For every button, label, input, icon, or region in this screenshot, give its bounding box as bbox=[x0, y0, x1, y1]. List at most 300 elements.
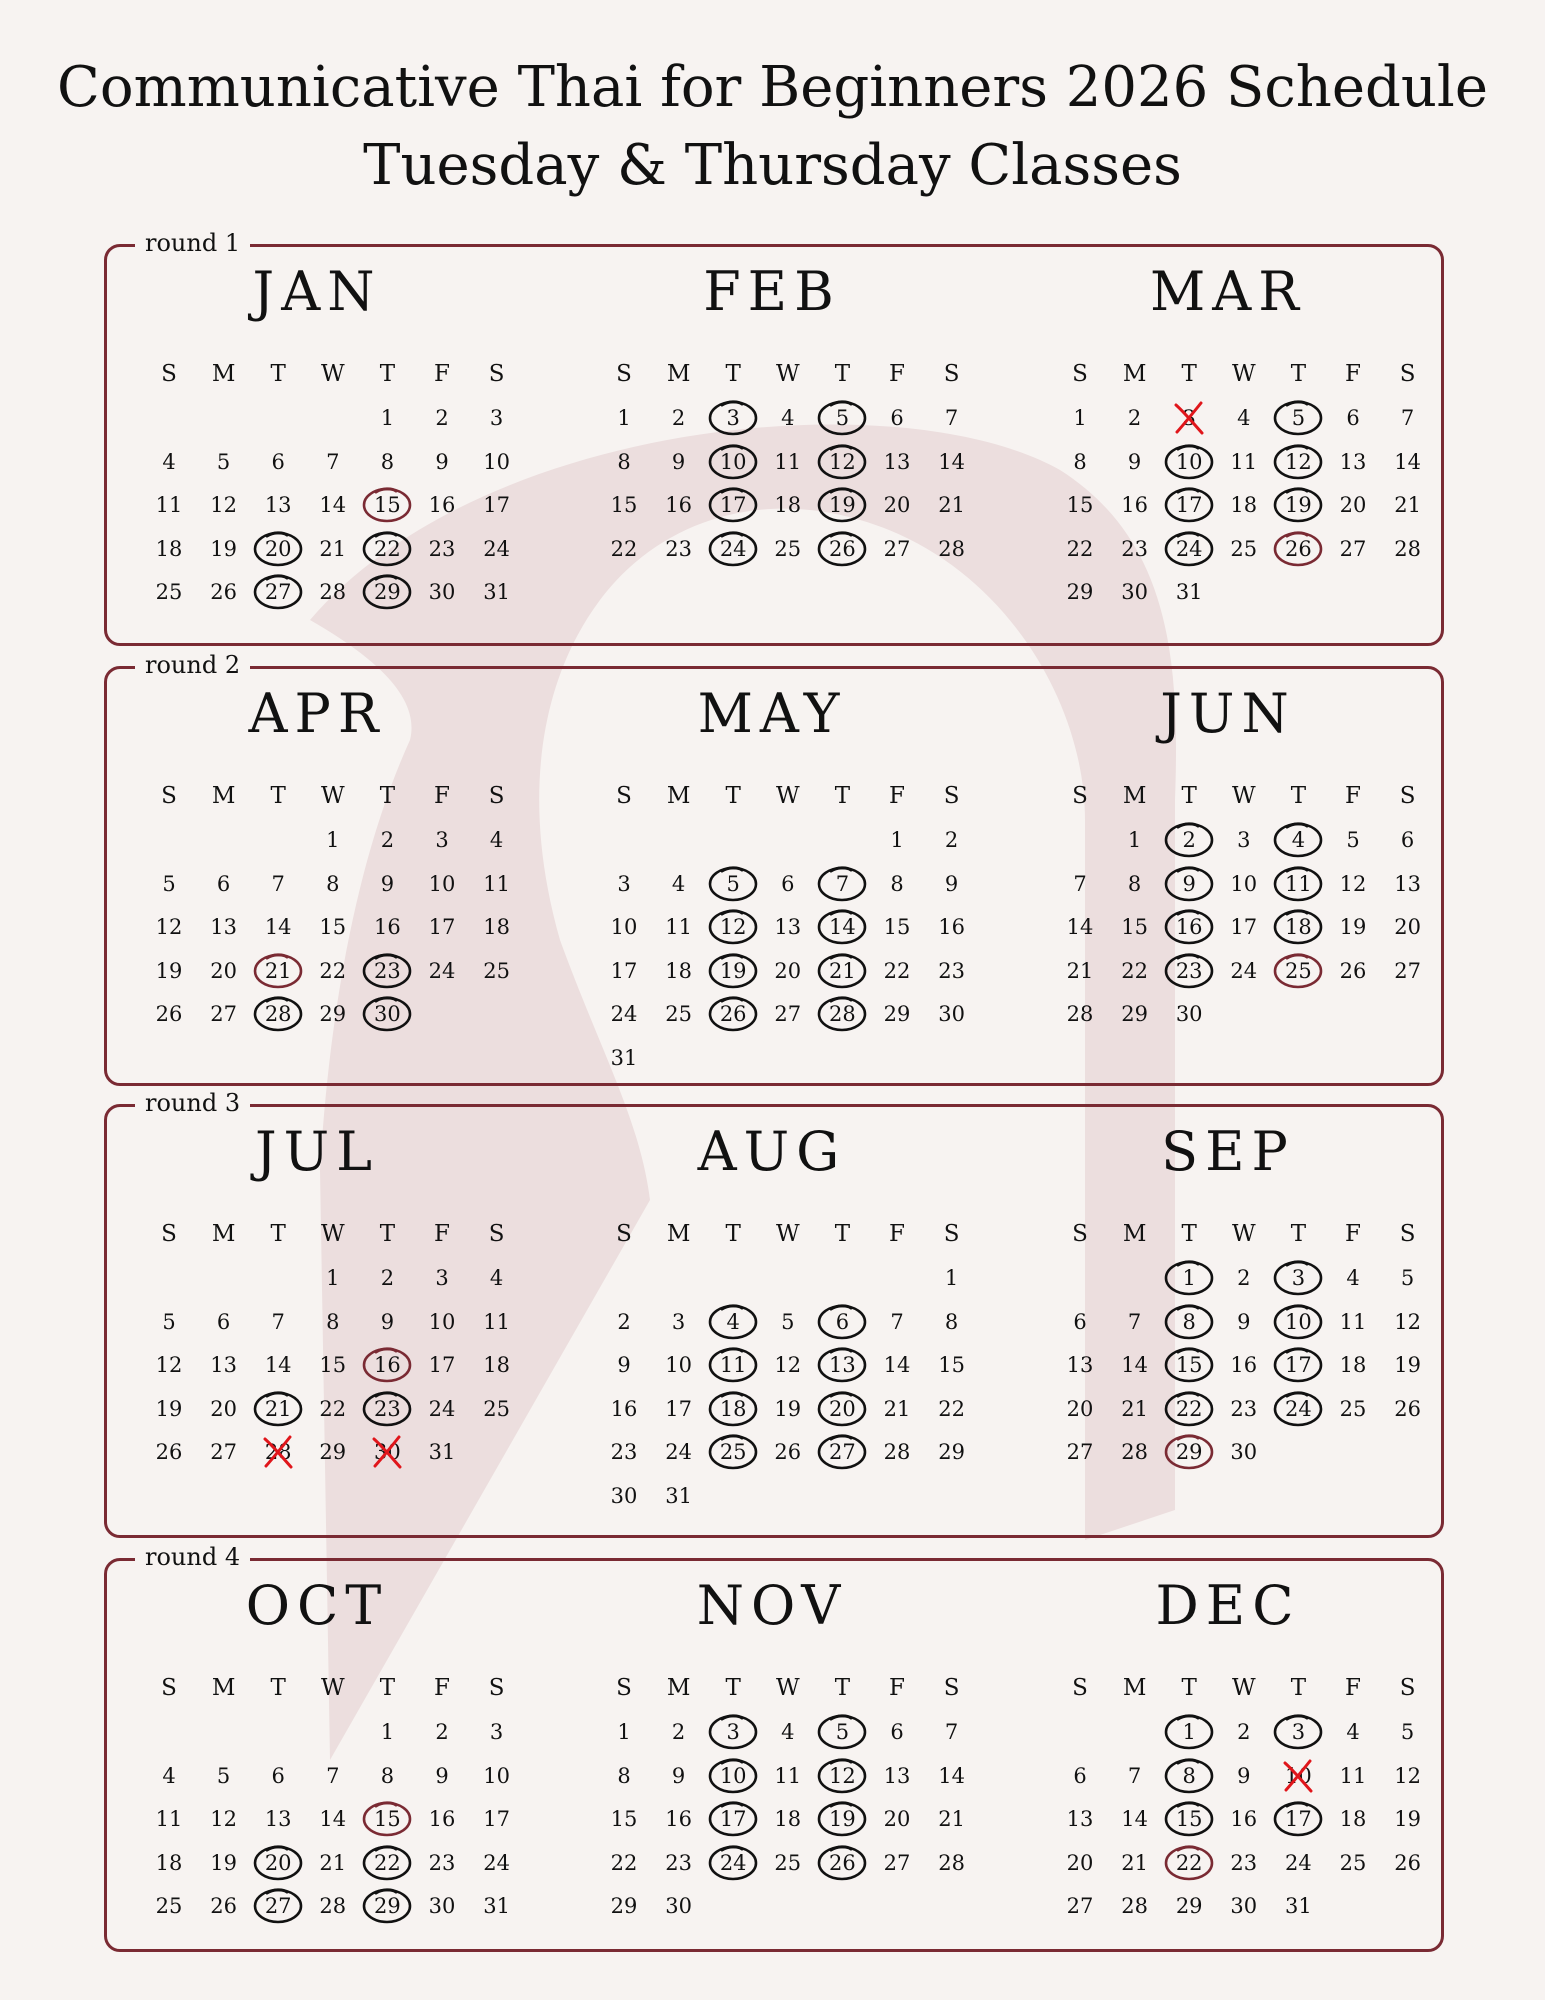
day-cell: 8 bbox=[1127, 871, 1142, 896]
weekday-header: T bbox=[1290, 783, 1307, 809]
weekday-header: T bbox=[725, 1675, 741, 1701]
weekday-header: S bbox=[1072, 1221, 1088, 1247]
weekday-header: S bbox=[1399, 1675, 1416, 1701]
class-day: 20 bbox=[251, 1848, 305, 1878]
day-cell: 24 bbox=[1230, 958, 1258, 983]
class-day: 15 bbox=[1162, 1804, 1216, 1834]
day-cell: 15 bbox=[938, 1353, 965, 1377]
day-cell: 3 bbox=[617, 871, 631, 896]
class-day: 8 bbox=[1162, 1761, 1216, 1791]
day-cell: 30 bbox=[1230, 1894, 1258, 1918]
day-cell: 17 bbox=[483, 1807, 510, 1831]
day-cell: 28 bbox=[938, 536, 965, 561]
day-cell: 14 bbox=[1394, 449, 1421, 474]
day-cell: 11 bbox=[774, 449, 802, 474]
weekday-header: T bbox=[725, 1221, 741, 1247]
day-cell: 29 bbox=[1066, 580, 1094, 604]
round-start-day: 21 bbox=[251, 956, 305, 986]
class-day: 15 bbox=[1162, 1350, 1216, 1380]
day-cell: 7 bbox=[890, 1309, 904, 1334]
weekday-header: W bbox=[1231, 1675, 1256, 1701]
day-cell: 7 bbox=[1073, 871, 1087, 896]
day-cell: 9 bbox=[435, 449, 449, 474]
day-cell: 24 bbox=[1285, 1850, 1312, 1875]
class-day: 24 bbox=[1162, 534, 1216, 564]
day-cell: 20 bbox=[1339, 493, 1367, 517]
day-cell: 25 bbox=[1339, 1850, 1367, 1875]
month-name: FEB bbox=[703, 260, 841, 323]
cancelled-day: 10 bbox=[1271, 1761, 1325, 1791]
day-cell: 1 bbox=[944, 1266, 959, 1290]
day-cell: 1 bbox=[1127, 828, 1142, 852]
class-day: 20 bbox=[815, 1394, 869, 1424]
day-cell: 18 bbox=[1339, 1353, 1367, 1377]
day-cell: 14 bbox=[264, 1353, 292, 1377]
weekday-header: M bbox=[211, 1221, 236, 1247]
day-cell: 18 bbox=[1230, 493, 1258, 517]
day-cell: 31 bbox=[483, 580, 510, 604]
class-day: 18 bbox=[706, 1394, 760, 1424]
day-cell: 29 bbox=[319, 1440, 347, 1464]
class-day: 19 bbox=[815, 490, 869, 520]
day-cell: 10 bbox=[1230, 871, 1258, 896]
class-day: 4 bbox=[706, 1307, 760, 1337]
day-cell: 29 bbox=[1121, 1002, 1148, 1026]
weekday-header: S bbox=[943, 783, 960, 809]
day-cell: 22 bbox=[610, 536, 638, 561]
day-cell: 4 bbox=[1346, 1720, 1360, 1744]
class-day: 22 bbox=[1162, 1394, 1216, 1424]
month-name: SEP bbox=[1161, 1120, 1295, 1183]
day-cell: 13 bbox=[210, 1353, 237, 1377]
day-cell: 5 bbox=[1346, 828, 1360, 852]
day-cell: 31 bbox=[610, 1045, 638, 1070]
class-day: 26 bbox=[815, 534, 869, 564]
day-cell: 30 bbox=[938, 1002, 965, 1026]
day-cell: 20 bbox=[210, 1396, 237, 1421]
day-cell: 16 bbox=[938, 915, 965, 939]
round-panel bbox=[104, 651, 1444, 1086]
day-cell: 7 bbox=[944, 1720, 959, 1744]
class-day: 21 bbox=[815, 956, 869, 986]
day-cell: 15 bbox=[883, 915, 911, 939]
day-cell: 13 bbox=[883, 1763, 911, 1788]
weekday-header: S bbox=[943, 1675, 960, 1701]
day-cell: 18 bbox=[665, 958, 692, 983]
day-cell: 17 bbox=[428, 1353, 456, 1377]
weekday-header: S bbox=[488, 1221, 505, 1247]
day-cell: 22 bbox=[319, 958, 347, 983]
day-cell: 25 bbox=[155, 580, 183, 604]
day-cell: 5 bbox=[162, 871, 176, 896]
day-cell: 3 bbox=[489, 1720, 504, 1744]
day-cell: 18 bbox=[774, 1807, 802, 1831]
day-cell: 27 bbox=[883, 1850, 911, 1875]
day-cell: 11 bbox=[1230, 449, 1258, 474]
class-day: 30 bbox=[360, 999, 414, 1029]
class-day: 24 bbox=[706, 534, 760, 564]
day-cell: 17 bbox=[665, 1396, 692, 1421]
weekday-header: S bbox=[1072, 361, 1088, 387]
day-cell: 13 bbox=[774, 915, 802, 939]
weekday-header: S bbox=[1072, 1675, 1088, 1701]
class-day: 25 bbox=[706, 1437, 760, 1467]
weekday-header: S bbox=[161, 783, 177, 809]
class-day: 11 bbox=[1271, 869, 1325, 899]
day-cell: 6 bbox=[216, 871, 231, 896]
class-day: 23 bbox=[360, 1394, 414, 1424]
day-cell: 30 bbox=[428, 580, 456, 604]
class-day: 20 bbox=[251, 534, 305, 564]
day-cell: 15 bbox=[610, 1807, 638, 1831]
day-cell: 28 bbox=[938, 1850, 965, 1875]
weekday-header: W bbox=[1231, 1221, 1256, 1247]
day-cell: 26 bbox=[774, 1440, 802, 1464]
weekday-header: T bbox=[1181, 1675, 1197, 1701]
day-cell: 8 bbox=[326, 1309, 340, 1334]
day-cell: 26 bbox=[155, 1440, 183, 1464]
day-cell: 17 bbox=[1230, 915, 1258, 939]
day-cell: 30 bbox=[665, 1894, 692, 1918]
weekday-header: S bbox=[161, 1221, 177, 1247]
class-day: 29 bbox=[360, 1891, 414, 1921]
month-name: OCT bbox=[245, 1574, 389, 1637]
day-cell: 23 bbox=[428, 1850, 456, 1875]
day-cell: 24 bbox=[428, 1396, 456, 1421]
class-day: 5 bbox=[815, 1717, 869, 1747]
day-cell: 6 bbox=[890, 1720, 904, 1744]
day-cell: 4 bbox=[1237, 406, 1251, 430]
weekday-header: S bbox=[943, 361, 960, 387]
day-cell: 1 bbox=[326, 828, 340, 852]
class-day: 18 bbox=[1271, 912, 1325, 942]
day-cell: 8 bbox=[326, 871, 340, 896]
weekday-header: T bbox=[834, 1675, 851, 1701]
class-day: 2 bbox=[1162, 825, 1216, 855]
class-day: 21 bbox=[251, 1394, 305, 1424]
weekday-header: F bbox=[434, 1221, 450, 1247]
weekday-header: M bbox=[666, 1675, 691, 1701]
day-cell: 7 bbox=[1400, 406, 1415, 430]
day-cell: 16 bbox=[428, 493, 456, 517]
day-cell: 30 bbox=[428, 1894, 456, 1918]
weekday-header: M bbox=[211, 361, 236, 387]
day-cell: 8 bbox=[1073, 449, 1087, 474]
day-cell: 21 bbox=[1394, 493, 1421, 517]
day-cell: 21 bbox=[1121, 1850, 1148, 1875]
month-name: JUN bbox=[1160, 682, 1296, 745]
day-cell: 11 bbox=[483, 1309, 510, 1334]
day-cell: 9 bbox=[944, 871, 959, 896]
day-cell: 19 bbox=[210, 1850, 237, 1875]
round-start-day: 22 bbox=[1162, 1848, 1216, 1878]
weekday-header: T bbox=[270, 1675, 286, 1701]
month-name: NOV bbox=[696, 1574, 848, 1637]
day-cell: 1 bbox=[890, 828, 904, 852]
weekday-header: M bbox=[211, 783, 236, 809]
day-cell: 28 bbox=[1394, 536, 1421, 561]
day-cell: 6 bbox=[1073, 1763, 1087, 1788]
weekday-header: S bbox=[161, 1675, 177, 1701]
weekday-header: S bbox=[1072, 783, 1088, 809]
weekday-header: S bbox=[943, 1221, 960, 1247]
weekday-header: F bbox=[889, 361, 905, 387]
weekday-header: M bbox=[1122, 1221, 1147, 1247]
class-day: 28 bbox=[251, 999, 305, 1029]
day-cell: 7 bbox=[271, 871, 285, 896]
day-cell: 30 bbox=[1230, 1440, 1258, 1464]
day-cell: 20 bbox=[883, 1807, 911, 1831]
day-cell: 8 bbox=[890, 871, 904, 896]
day-cell: 4 bbox=[489, 828, 504, 852]
class-day: 10 bbox=[1271, 1307, 1325, 1337]
day-cell: 10 bbox=[428, 1309, 456, 1334]
day-cell: 6 bbox=[1073, 1309, 1087, 1334]
weekday-header: S bbox=[161, 361, 177, 387]
class-day: 10 bbox=[706, 447, 760, 477]
day-cell: 23 bbox=[610, 1440, 638, 1464]
page-title: Communicative Thai for Beginners 2026 Schedule bbox=[57, 55, 1488, 120]
day-cell: 15 bbox=[319, 1353, 347, 1377]
weekday-header: W bbox=[320, 361, 345, 387]
day-cell: 5 bbox=[1400, 1266, 1415, 1290]
class-day: 4 bbox=[1271, 825, 1325, 855]
day-cell: 7 bbox=[326, 1763, 340, 1788]
day-cell: 21 bbox=[938, 493, 965, 517]
weekday-header: W bbox=[320, 783, 345, 809]
day-cell: 24 bbox=[665, 1440, 692, 1464]
day-cell: 17 bbox=[428, 915, 456, 939]
class-day: 22 bbox=[360, 1848, 414, 1878]
day-cell: 2 bbox=[380, 828, 395, 852]
class-day: 22 bbox=[360, 534, 414, 564]
class-day: 8 bbox=[1162, 1307, 1216, 1337]
class-day: 1 bbox=[1162, 1717, 1216, 1747]
day-cell: 22 bbox=[1066, 536, 1094, 561]
month-name: JUL bbox=[254, 1120, 380, 1183]
day-cell: 11 bbox=[155, 493, 183, 517]
class-day: 3 bbox=[706, 1717, 760, 1747]
round-panel bbox=[104, 1089, 1444, 1538]
day-cell: 14 bbox=[883, 1353, 911, 1377]
day-cell: 16 bbox=[1230, 1807, 1258, 1831]
day-cell: 13 bbox=[264, 493, 292, 517]
cancelled-day: 3 bbox=[1162, 403, 1216, 433]
day-cell: 26 bbox=[1394, 1396, 1421, 1421]
day-cell: 12 bbox=[155, 915, 183, 939]
day-cell: 10 bbox=[428, 871, 456, 896]
day-cell: 14 bbox=[1121, 1353, 1148, 1377]
day-cell: 6 bbox=[271, 449, 285, 474]
day-cell: 31 bbox=[665, 1483, 692, 1508]
day-cell: 31 bbox=[483, 1894, 510, 1918]
day-cell: 7 bbox=[944, 406, 959, 430]
weekday-header: F bbox=[434, 1675, 450, 1701]
day-cell: 27 bbox=[210, 1440, 237, 1464]
month-name: AUG bbox=[697, 1120, 847, 1183]
day-cell: 14 bbox=[264, 915, 292, 939]
day-cell: 8 bbox=[944, 1309, 959, 1334]
day-cell: 6 bbox=[271, 1763, 285, 1788]
day-cell: 5 bbox=[781, 1309, 795, 1334]
class-day: 17 bbox=[1162, 490, 1216, 520]
day-cell: 19 bbox=[774, 1396, 802, 1421]
day-cell: 12 bbox=[774, 1353, 802, 1377]
day-cell: 21 bbox=[1121, 1396, 1148, 1421]
day-cell: 21 bbox=[883, 1396, 911, 1421]
day-cell: 4 bbox=[781, 1720, 795, 1744]
day-cell: 23 bbox=[665, 536, 692, 561]
day-cell: 28 bbox=[1066, 1002, 1094, 1026]
day-cell: 27 bbox=[1339, 536, 1367, 561]
day-cell: 10 bbox=[483, 449, 510, 474]
day-cell: 18 bbox=[155, 536, 183, 561]
day-cell: 8 bbox=[617, 1763, 631, 1788]
day-cell: 3 bbox=[435, 828, 449, 852]
day-cell: 16 bbox=[610, 1396, 638, 1421]
day-cell: 28 bbox=[319, 1894, 347, 1918]
class-day: 23 bbox=[1162, 956, 1216, 986]
day-cell: 17 bbox=[610, 958, 638, 983]
round-start-day: 16 bbox=[360, 1350, 414, 1380]
weekday-header: T bbox=[1181, 361, 1197, 387]
day-cell: 31 bbox=[1175, 580, 1203, 604]
day-cell: 9 bbox=[380, 871, 395, 896]
day-cell: 6 bbox=[890, 406, 904, 430]
day-cell: 14 bbox=[319, 493, 347, 517]
round-start-day: 26 bbox=[1271, 534, 1325, 564]
day-cell: 8 bbox=[380, 449, 395, 474]
weekday-header: T bbox=[270, 783, 286, 809]
weekday-header: M bbox=[666, 1221, 691, 1247]
weekday-header: W bbox=[775, 783, 800, 809]
day-cell: 12 bbox=[210, 493, 237, 517]
day-cell: 10 bbox=[483, 1763, 510, 1788]
round-panel bbox=[104, 229, 1444, 646]
class-day: 17 bbox=[1271, 1350, 1325, 1380]
day-cell: 11 bbox=[665, 915, 692, 939]
day-cell: 19 bbox=[1339, 915, 1367, 939]
day-cell: 21 bbox=[319, 536, 347, 561]
class-day: 3 bbox=[706, 403, 760, 433]
class-day: 12 bbox=[1271, 447, 1325, 477]
weekday-header: W bbox=[775, 1675, 800, 1701]
day-cell: 1 bbox=[617, 1720, 631, 1744]
day-cell: 1 bbox=[1073, 406, 1087, 430]
round-panel bbox=[104, 1543, 1444, 1952]
day-cell: 11 bbox=[155, 1807, 183, 1831]
day-cell: 21 bbox=[938, 1807, 965, 1831]
day-cell: 13 bbox=[1394, 871, 1421, 896]
day-cell: 24 bbox=[610, 1002, 638, 1026]
weekday-header: T bbox=[834, 1221, 851, 1247]
class-day: 12 bbox=[706, 912, 760, 942]
class-day: 12 bbox=[815, 1761, 869, 1791]
day-cell: 4 bbox=[162, 1763, 176, 1788]
day-cell: 25 bbox=[665, 1002, 692, 1026]
class-day: 1 bbox=[1162, 1263, 1216, 1293]
weekday-header: M bbox=[1122, 1675, 1147, 1701]
class-day: 14 bbox=[815, 912, 869, 942]
day-cell: 25 bbox=[483, 958, 510, 983]
day-cell: 15 bbox=[1121, 915, 1148, 939]
day-cell: 12 bbox=[1394, 1309, 1421, 1334]
class-day: 19 bbox=[815, 1804, 869, 1834]
class-day: 19 bbox=[1271, 490, 1325, 520]
day-cell: 27 bbox=[1066, 1894, 1094, 1918]
day-cell: 8 bbox=[380, 1763, 395, 1788]
day-cell: 19 bbox=[210, 536, 237, 561]
weekday-header: T bbox=[834, 361, 851, 387]
month-name: APR bbox=[248, 682, 386, 745]
round-label: round 1 bbox=[135, 227, 250, 259]
day-cell: 28 bbox=[319, 580, 347, 604]
class-day: 7 bbox=[815, 869, 869, 899]
class-day: 17 bbox=[1271, 1804, 1325, 1834]
day-cell: 31 bbox=[1285, 1894, 1312, 1918]
weekday-header: T bbox=[379, 783, 396, 809]
day-cell: 9 bbox=[1127, 449, 1142, 474]
day-cell: 16 bbox=[1121, 493, 1148, 517]
day-cell: 4 bbox=[671, 871, 686, 896]
day-cell: 19 bbox=[155, 958, 183, 983]
day-cell: 20 bbox=[1066, 1396, 1094, 1421]
day-cell: 26 bbox=[1339, 958, 1367, 983]
month-name: MAR bbox=[1150, 260, 1306, 323]
day-cell: 26 bbox=[210, 1894, 237, 1918]
day-cell: 23 bbox=[1230, 1396, 1258, 1421]
day-cell: 19 bbox=[1394, 1807, 1421, 1831]
day-cell: 16 bbox=[374, 915, 401, 939]
weekday-header: T bbox=[1181, 1221, 1197, 1247]
day-cell: 20 bbox=[883, 493, 911, 517]
day-cell: 12 bbox=[1394, 1763, 1421, 1788]
day-cell: 27 bbox=[1066, 1440, 1094, 1464]
weekday-header: W bbox=[320, 1675, 345, 1701]
day-cell: 9 bbox=[671, 449, 686, 474]
class-day: 23 bbox=[360, 956, 414, 986]
day-cell: 14 bbox=[938, 449, 965, 474]
weekday-header: T bbox=[725, 783, 741, 809]
day-cell: 4 bbox=[1346, 1266, 1360, 1290]
day-cell: 24 bbox=[483, 536, 510, 561]
weekday-header: M bbox=[1122, 361, 1147, 387]
class-day: 17 bbox=[706, 1804, 760, 1834]
round-start-day: 15 bbox=[360, 490, 414, 520]
weekday-header: F bbox=[1345, 783, 1361, 809]
class-day: 5 bbox=[1271, 403, 1325, 433]
class-day: 16 bbox=[1162, 912, 1216, 942]
round-start-day: 29 bbox=[1162, 1437, 1216, 1467]
day-cell: 29 bbox=[938, 1440, 965, 1464]
day-cell: 13 bbox=[264, 1807, 292, 1831]
day-cell: 9 bbox=[671, 1763, 686, 1788]
day-cell: 21 bbox=[319, 1850, 347, 1875]
day-cell: 26 bbox=[210, 580, 237, 604]
day-cell: 20 bbox=[1066, 1850, 1094, 1875]
weekday-header: F bbox=[889, 1221, 905, 1247]
weekday-header: T bbox=[270, 1221, 286, 1247]
day-cell: 30 bbox=[1121, 580, 1148, 604]
class-day: 29 bbox=[360, 577, 414, 607]
day-cell: 5 bbox=[1400, 1720, 1415, 1744]
day-cell: 19 bbox=[1394, 1353, 1421, 1377]
day-cell: 4 bbox=[489, 1266, 504, 1290]
day-cell: 16 bbox=[428, 1807, 456, 1831]
class-day: 28 bbox=[815, 999, 869, 1029]
day-cell: 18 bbox=[155, 1850, 183, 1875]
day-cell: 9 bbox=[1237, 1309, 1251, 1334]
